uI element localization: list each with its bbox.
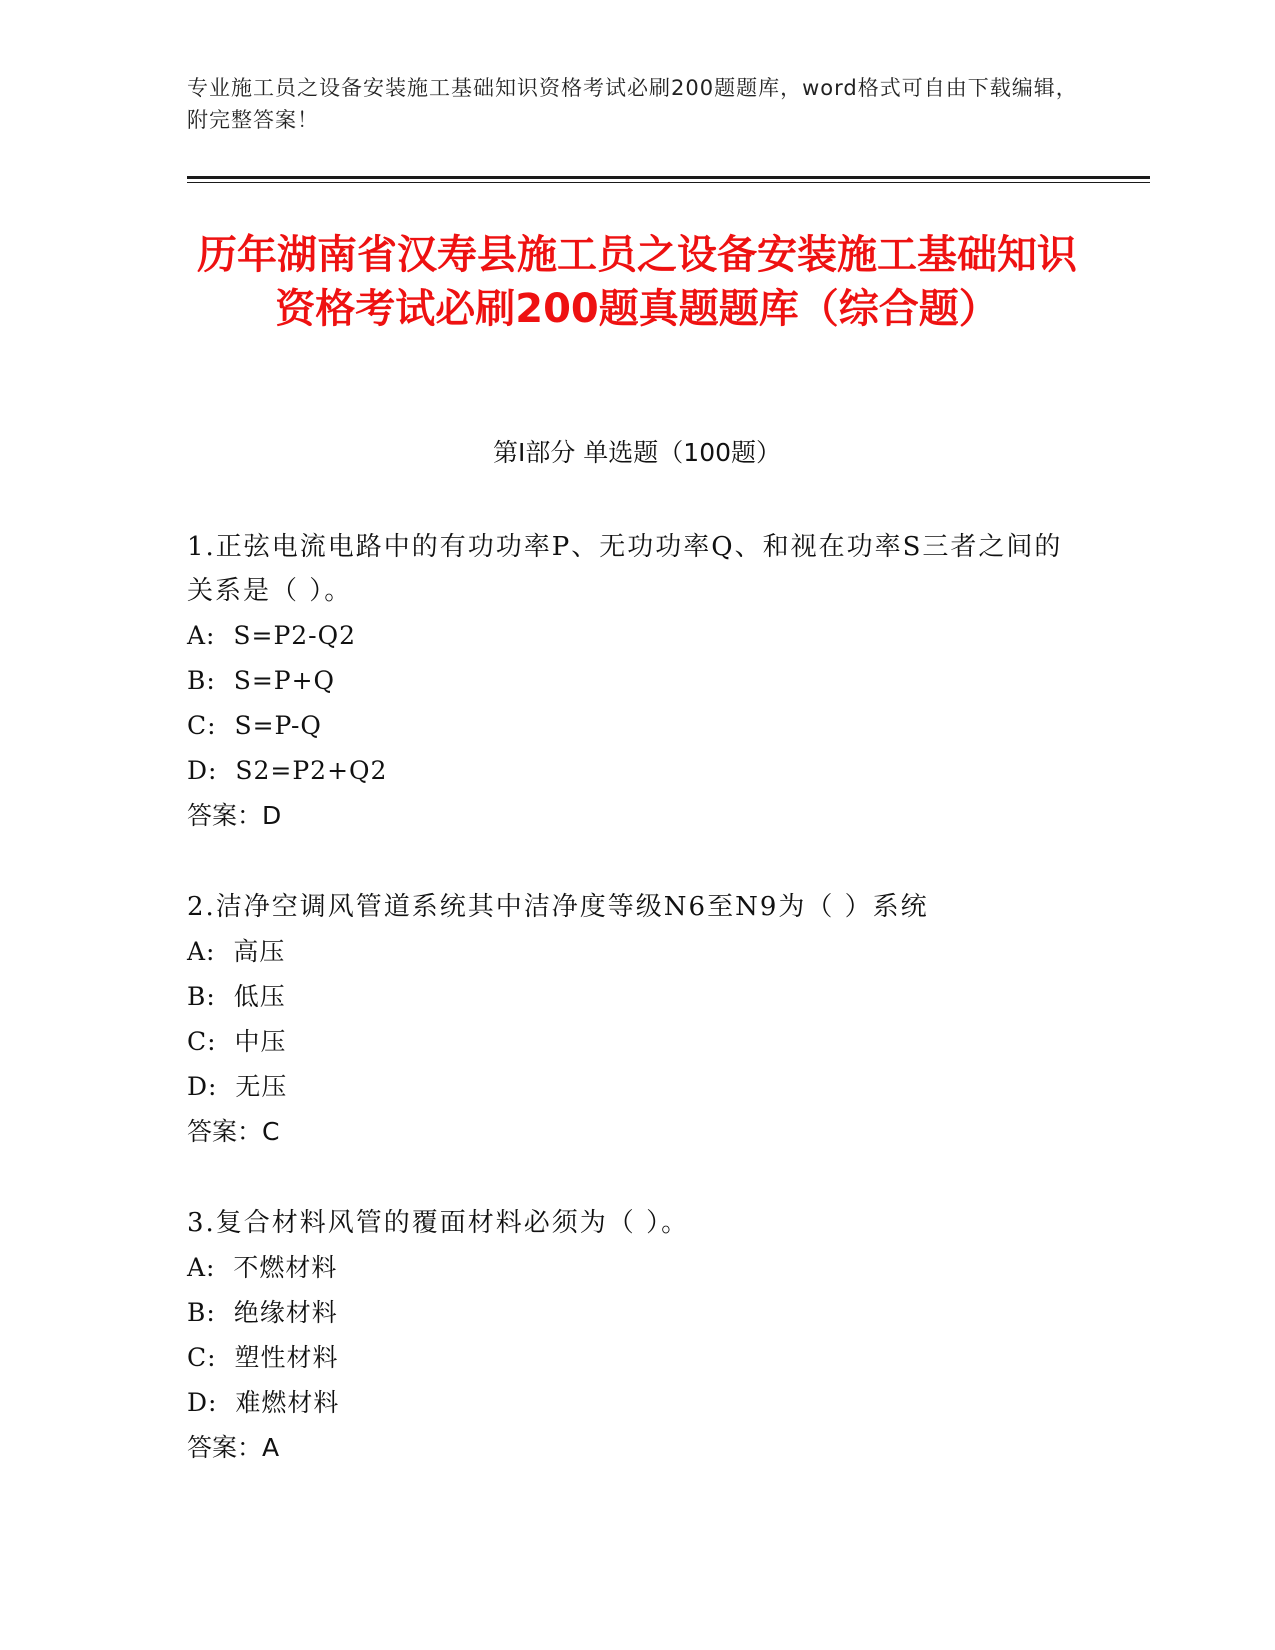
answer: 答案：D — [187, 801, 282, 830]
option-b: B: 低压 — [187, 982, 286, 1011]
answer: 答案：C — [187, 1117, 280, 1146]
question-text: 1.正弦电流电路中的有功功率P、无功功率Q、和视在功率S三者之间的关系是（ ）。 — [187, 532, 1063, 606]
question-text: 2.洁净空调风管道系统其中洁净度等级N6至N9为（ ）系统 — [187, 892, 929, 922]
header-divider-thick — [187, 176, 1150, 179]
question-1 — [187, 525, 1087, 839]
option-a: A: S=P2-Q2 — [187, 621, 357, 650]
question-text: 3.复合材料风管的覆面材料必须为（ ）。 — [187, 1208, 690, 1238]
option-a: A: 高压 — [187, 937, 286, 966]
option-b: B: S=P+Q — [187, 666, 336, 695]
document-title: 历年湖南省汉寿县施工员之设备安装施工基础知识资格考试必刷200题真题题库（综合题） — [197, 232, 1077, 332]
option-d: D: S2=P2+Q2 — [187, 756, 388, 785]
option-c: C: 塑性材料 — [187, 1343, 339, 1372]
section-heading: 第I部分 单选题（100题） — [492, 438, 782, 467]
answer: 答案：A — [187, 1433, 280, 1462]
option-d: D: 无压 — [187, 1072, 288, 1101]
header-note: 专业施工员之设备安装施工基础知识资格考试必刷200题题库，word格式可自由下载编辑，附完整答案！ — [187, 76, 1078, 132]
option-a: A: 不燃材料 — [187, 1253, 338, 1282]
option-c: C: S=P-Q — [187, 711, 322, 740]
question-3 — [187, 1201, 1087, 1471]
header-divider-thin — [187, 182, 1150, 183]
question-2 — [187, 885, 1087, 1155]
option-d: D: 难燃材料 — [187, 1388, 340, 1417]
option-c: C: 中压 — [187, 1027, 287, 1056]
option-b: B: 绝缘材料 — [187, 1298, 338, 1327]
question-list — [187, 525, 1087, 1517]
